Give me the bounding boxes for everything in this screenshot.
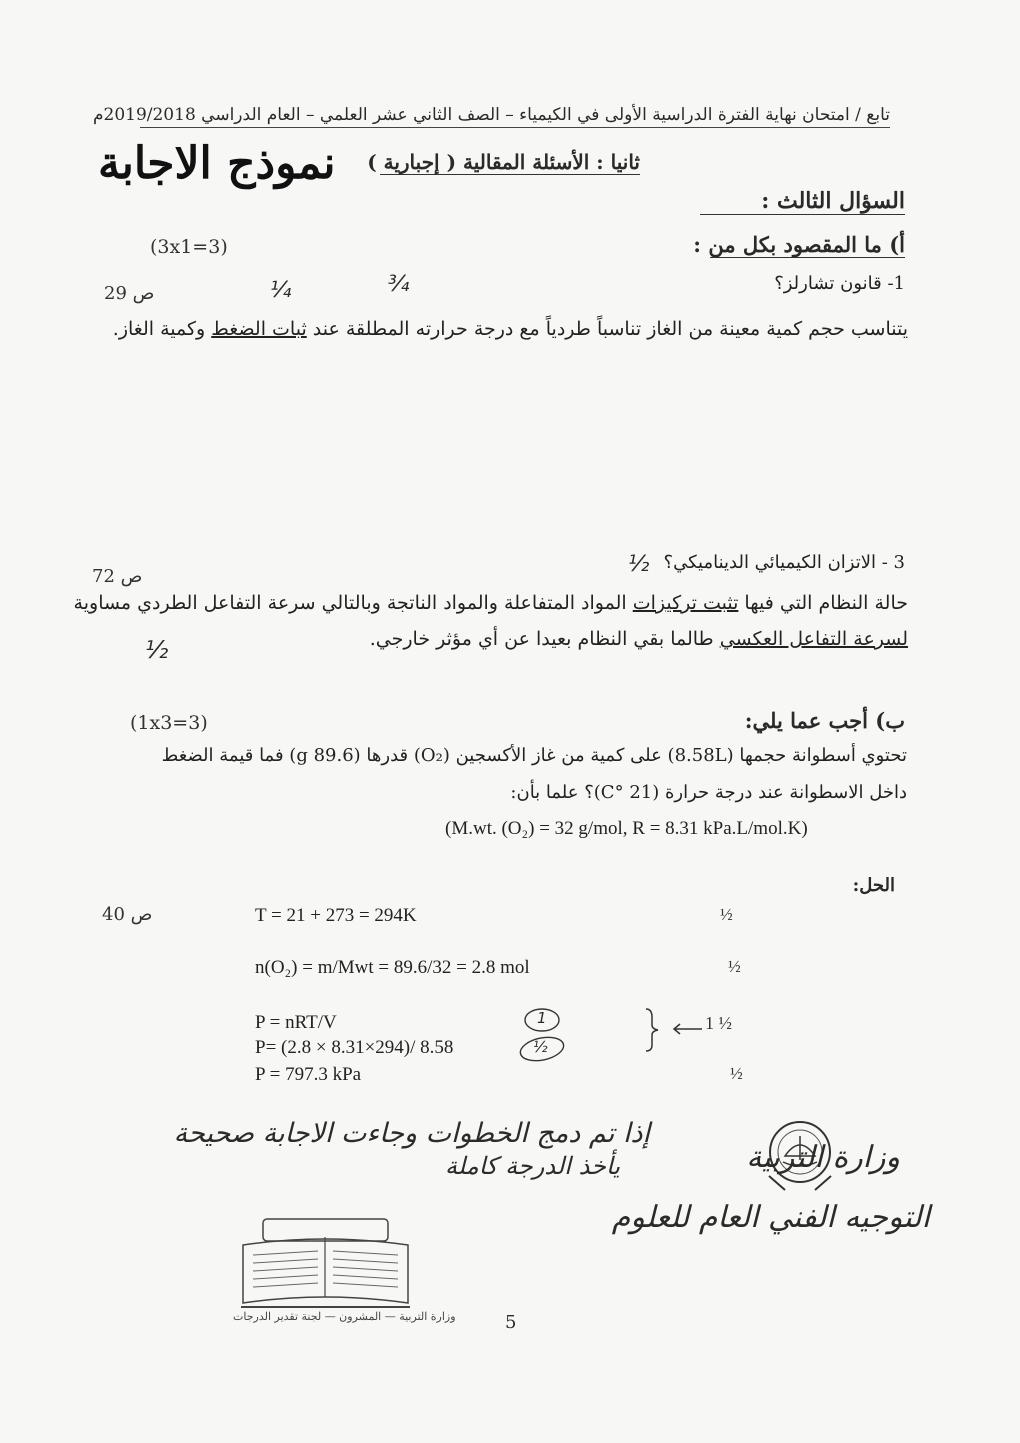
- part-a-marks: (3x1=3): [150, 236, 228, 258]
- step-mark: ½: [728, 957, 741, 976]
- part-b-marks: (1x3=3): [130, 712, 208, 734]
- question-item: 3 - الاتزان الكيميائي الديناميكي؟: [663, 552, 905, 573]
- page-reference: ص 29: [104, 283, 155, 304]
- stamp-caption: وزارة التربية — المشرون — لجنة تقدير الدرجات: [233, 1310, 456, 1323]
- circled-mark-text: 1: [537, 1009, 547, 1027]
- handwritten-note: يأخذ الدرجة كاملة: [445, 1152, 620, 1180]
- underlined-keyword: تثبت تركيزات: [632, 592, 739, 614]
- answer-text-part: وكمية الغاز.: [112, 318, 206, 340]
- question-text: تحتوي أسطوانة حجمها (8.58L) على كمية من غاز الأكسجين (O₂) قدرها (89.6 g) فما قيمة الضغط: [161, 745, 907, 766]
- solution-step: P= (2.8 × 8.31×294)/ 8.58: [255, 1037, 454, 1058]
- answer-text-part: يتناسب حجم كمية معينة من الغاز تناسباً طردياً مع درجة حرارته المطلقة عند: [312, 318, 908, 340]
- page-reference: ص 40: [102, 904, 153, 925]
- underlined-keyword: ثبات الضغط: [211, 318, 307, 340]
- supervision-signature: التوجيه الفني العام للعلوم: [611, 1200, 930, 1235]
- answer-text-part: المواد المتفاعلة والمواد الناتجة وبالتالي سرعة التفاعل الطردي مساوية: [73, 592, 627, 614]
- underlined-keyword: لسرعة التفاعل العكسي: [719, 628, 908, 650]
- answer-text: [73, 592, 908, 614]
- exam-header: تابع / امتحان نهاية الفترة الدراسية الأولى في الكيمياء – الصف الثاني عشر العلمي – العام الدراسي 2019/2018م: [140, 105, 890, 128]
- step-mark: ½: [730, 1064, 743, 1083]
- handwritten-note: إذا تم دمج الخطوات وجاءت الاجابة صحيحة: [173, 1118, 650, 1149]
- question-item: 1- قانون تشارلز؟: [774, 273, 905, 294]
- answer-text-part: طالما بقي النظام بعيدا عن أي مؤثر خارجي.: [369, 628, 714, 650]
- part-b-label: ب) أجب عما يلي:: [744, 708, 905, 733]
- brace-arrow-icon: [640, 1005, 710, 1055]
- question-text: داخل الاسطوانة عند درجة حرارة (21 °C)؟ علما بأن:: [510, 782, 907, 803]
- model-answer-title: نموذج الاجابة: [98, 138, 336, 189]
- solution-step: n(O₂) = m/Mwt = 89.6/32 = 2.8 mol: [255, 957, 530, 978]
- solution-step: P = 797.3 kPa: [255, 1064, 362, 1085]
- answer-text: [112, 318, 908, 340]
- step-mark: ½: [720, 905, 733, 924]
- page-number: 5: [505, 1312, 517, 1333]
- grader-mark: ½: [628, 552, 650, 577]
- solution-step: P = nRT/V: [255, 1012, 337, 1033]
- part-a-label: أ) ما المقصود بكل من :: [693, 232, 905, 257]
- question-title: السؤال الثالث :: [700, 188, 905, 215]
- grader-mark: ¾: [388, 272, 410, 297]
- grader-mark: ½: [145, 636, 169, 664]
- ministry-signature: وزارة التربية: [746, 1140, 900, 1175]
- answer-text-part: حالة النظام التي فيها: [744, 592, 908, 614]
- committee-stamp-icon: [233, 1215, 456, 1325]
- grader-mark: ¼: [270, 278, 292, 303]
- circled-mark-text: ½: [533, 1038, 548, 1056]
- section-title: ثانيا : الأسئلة المقالية ( إجبارية ): [367, 150, 640, 174]
- page-reference: ص 72: [92, 566, 143, 587]
- solution-step: T = 21 + 273 = 294K: [255, 905, 417, 926]
- given-data: (M.wt. (O₂) = 32 g/mol, R = 8.31 kPa.L/mol.K): [445, 818, 808, 839]
- group-mark: 1 ½: [705, 1013, 732, 1033]
- answer-text: [369, 628, 908, 650]
- solution-label: الحل:: [852, 875, 895, 896]
